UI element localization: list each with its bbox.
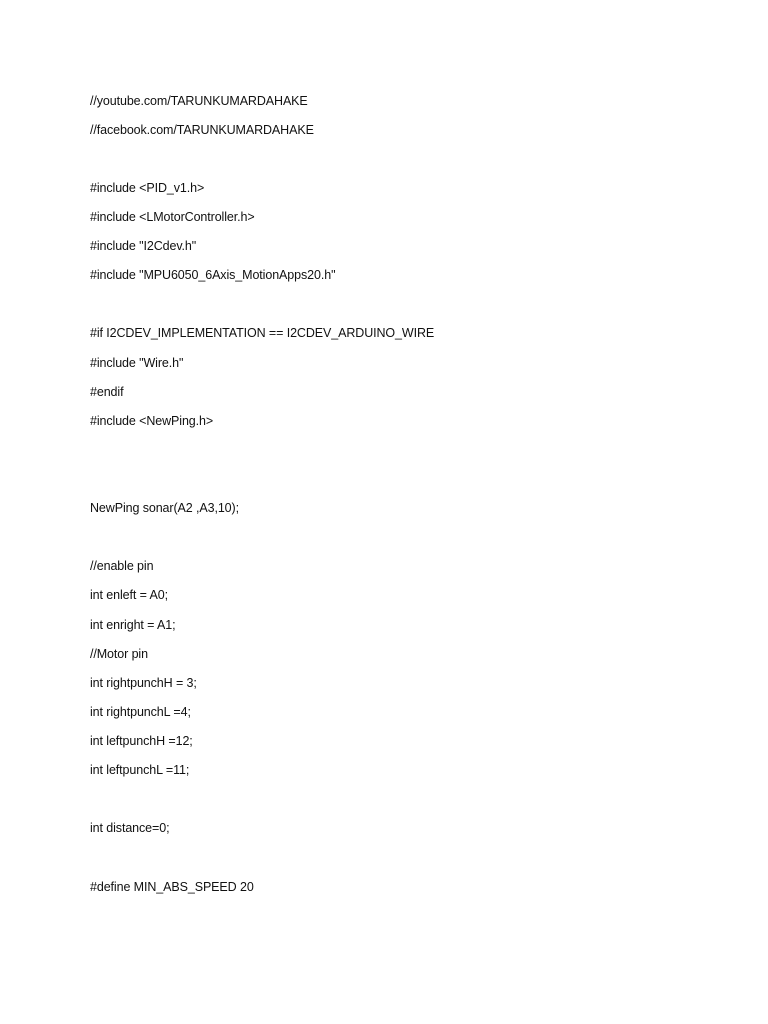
preprocessor-if: #if I2CDEV_IMPLEMENTATION == I2CDEV_ARDUINO_WIRE [90, 326, 435, 340]
var-distance: int distance=0; [90, 821, 170, 835]
newping-sonar-declaration: NewPing sonar(A2 ,A3,10); [90, 501, 239, 515]
comment-motor-pin: //Motor pin [90, 647, 148, 661]
comment-facebook: //facebook.com/TARUNKUMARDAHAKE [90, 123, 314, 137]
comment-enable-pin: //enable pin [90, 559, 154, 573]
include-wire: #include "Wire.h" [90, 356, 184, 370]
include-i2cdev: #include "I2Cdev.h" [90, 239, 197, 253]
var-leftpunchl: int leftpunchL =11; [90, 763, 190, 777]
include-mpu6050: #include "MPU6050_6Axis_MotionApps20.h" [90, 268, 336, 282]
define-min-abs-speed: #define MIN_ABS_SPEED 20 [90, 880, 254, 894]
var-enright: int enright = A1; [90, 618, 176, 632]
var-enleft: int enleft = A0; [90, 588, 168, 602]
var-leftpunchh: int leftpunchH =12; [90, 734, 193, 748]
var-rightpunchh: int rightpunchH = 3; [90, 676, 197, 690]
include-pid: #include <PID_v1.h> [90, 181, 205, 195]
var-rightpunchl: int rightpunchL =4; [90, 705, 191, 719]
include-newping: #include <NewPing.h> [90, 414, 214, 428]
preprocessor-endif: #endif [90, 385, 124, 399]
include-lmotorcontroller: #include <LMotorController.h> [90, 210, 255, 224]
comment-youtube: //youtube.com/TARUNKUMARDAHAKE [90, 94, 308, 108]
